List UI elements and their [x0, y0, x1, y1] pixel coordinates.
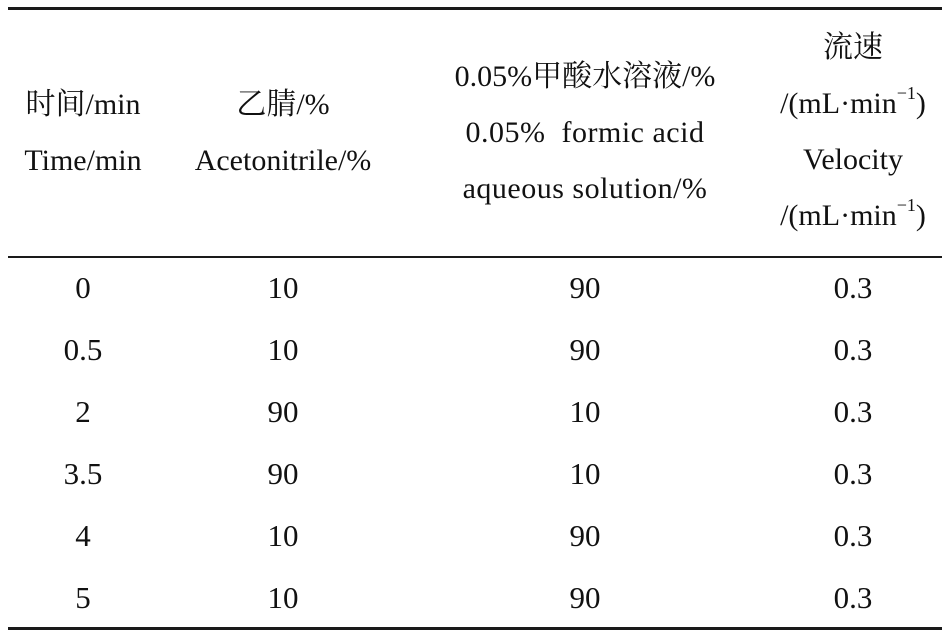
cell-velocity: 0.3 — [833, 332, 873, 367]
header-time-en: Time/min — [24, 144, 142, 177]
cell-formic-acid: 90 — [569, 580, 601, 615]
cell-time: 2 — [75, 394, 91, 429]
unit-close: ) — [915, 87, 926, 120]
cell-time: 4 — [75, 518, 91, 553]
cell-formic-acid: 90 — [569, 332, 601, 367]
cell-formic-acid: 10 — [569, 394, 601, 429]
cell-acetonitrile: 10 — [267, 270, 299, 305]
header-velocity-zh: 流速 — [823, 31, 883, 64]
cell-formic-acid: 10 — [569, 456, 601, 491]
cell-velocity: 0.3 — [833, 270, 873, 305]
unit-close: ) — [915, 199, 926, 232]
header-velocity-unit-en — [764, 188, 942, 244]
header-time — [8, 77, 158, 189]
cell-formic-acid: 90 — [569, 270, 601, 305]
header-velocity-en: Velocity — [803, 143, 903, 176]
cell-time: 3.5 — [63, 456, 103, 491]
header-acetonitrile-zh: 乙腈/% — [236, 88, 330, 121]
table-top-rule — [8, 7, 942, 10]
unit-superscript: −1 — [896, 83, 916, 103]
cell-time: 0.5 — [63, 332, 103, 367]
header-time-zh: 时间/min — [25, 88, 141, 121]
cell-velocity: 0.3 — [833, 394, 873, 429]
header-formic-acid — [410, 49, 760, 217]
cell-acetonitrile: 10 — [267, 580, 299, 615]
header-formic-acid-zh: 0.05%甲酸水溶液/% — [454, 60, 716, 93]
header-velocity — [764, 20, 942, 244]
header-acetonitrile — [188, 77, 378, 189]
unit-superscript: −1 — [896, 195, 916, 215]
cell-time: 5 — [75, 580, 91, 615]
cell-velocity: 0.3 — [833, 518, 873, 553]
unit-text: /(mL·min — [780, 199, 897, 232]
cell-acetonitrile: 90 — [267, 394, 299, 429]
cell-acetonitrile: 10 — [267, 332, 299, 367]
table-header-rule — [8, 256, 942, 258]
cell-time: 0 — [75, 270, 91, 305]
header-formic-acid-en-2: aqueous solution/% — [462, 172, 708, 205]
header-acetonitrile-en: Acetonitrile/% — [194, 144, 372, 177]
unit-text: /(mL·min — [780, 87, 897, 120]
table-bottom-rule — [8, 627, 942, 630]
cell-acetonitrile: 10 — [267, 518, 299, 553]
cell-velocity: 0.3 — [833, 456, 873, 491]
cell-velocity: 0.3 — [833, 580, 873, 615]
header-velocity-unit-zh — [764, 76, 942, 132]
cell-acetonitrile: 90 — [267, 456, 299, 491]
cell-formic-acid: 90 — [569, 518, 601, 553]
header-formic-acid-en-1: 0.05% formic acid — [465, 116, 705, 149]
